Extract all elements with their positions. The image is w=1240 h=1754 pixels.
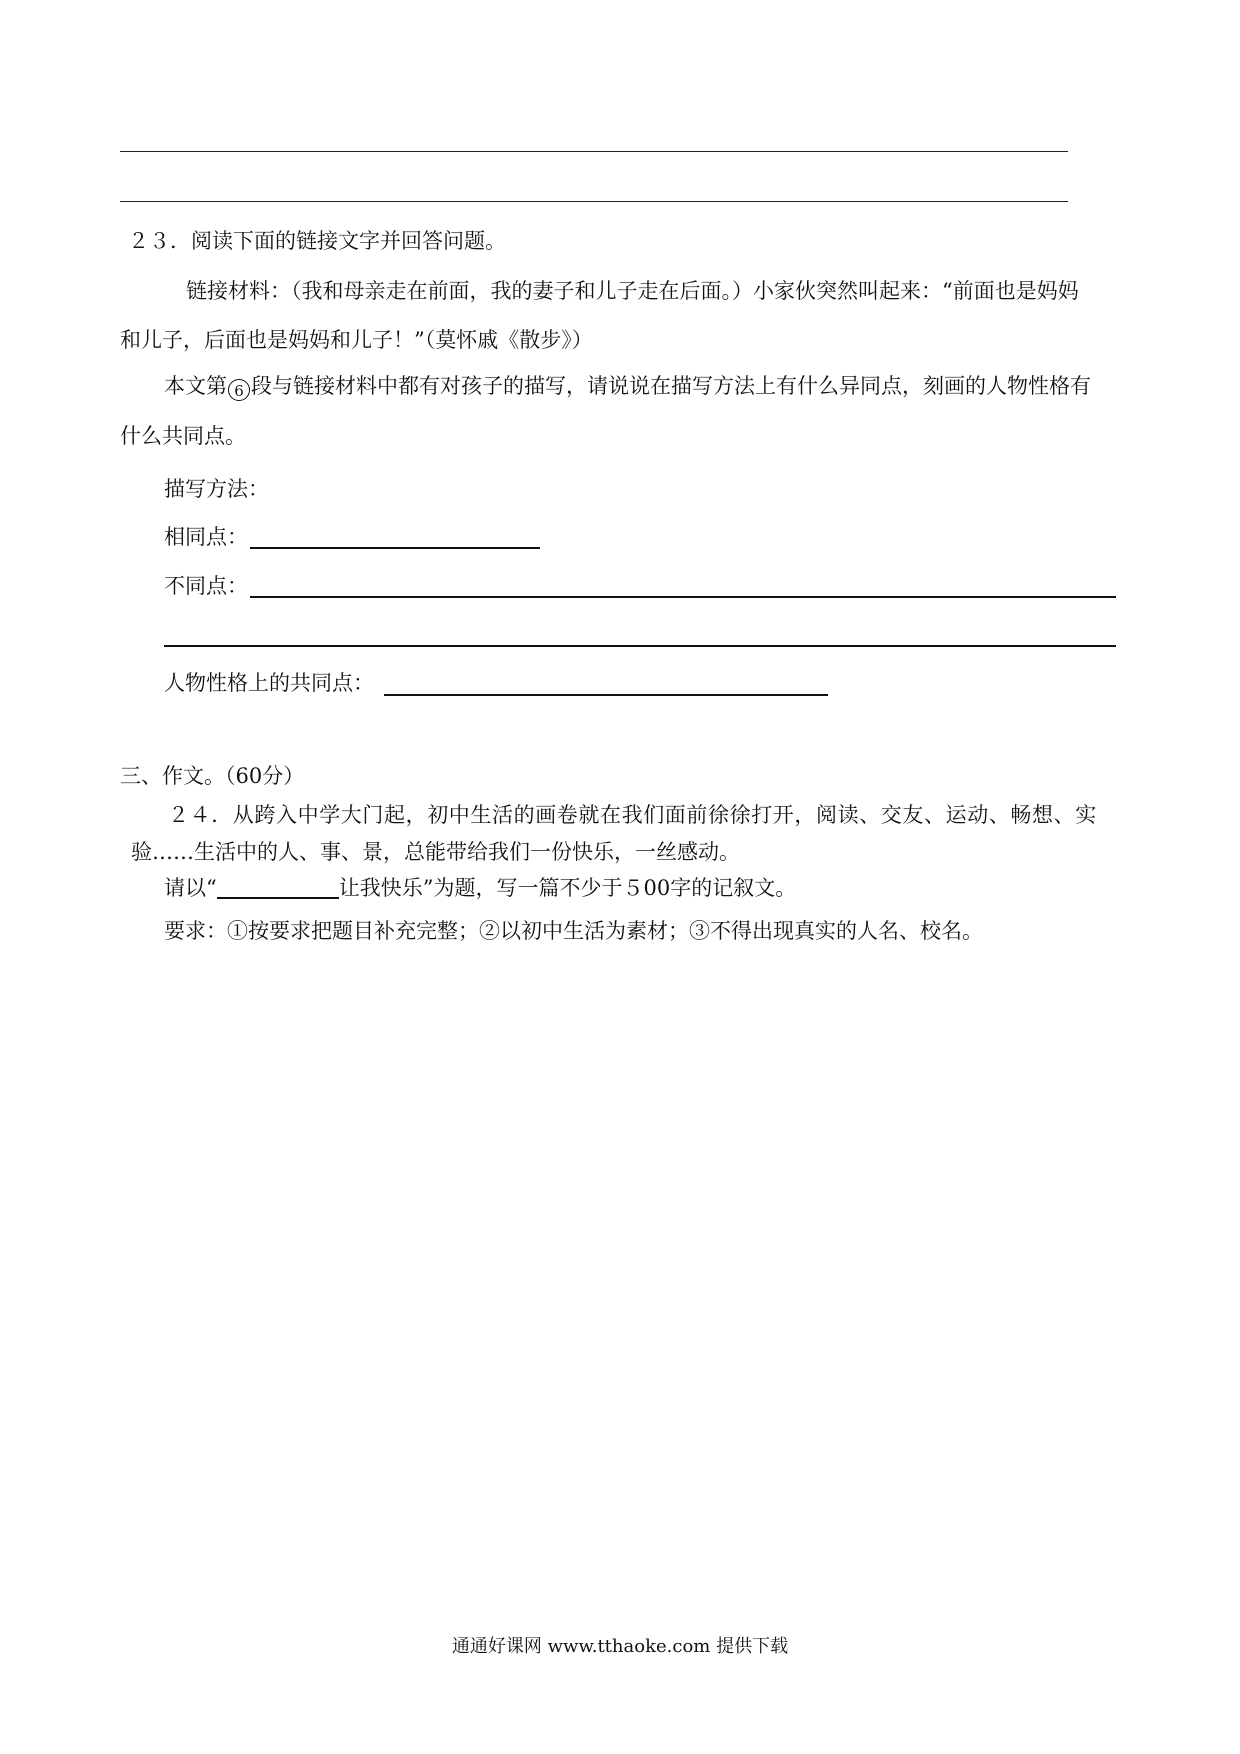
q24-requirements: 要求：①按要求把题目补充完整；②以初中生活为素材；③不得出现真实的人名、校名。 [164, 919, 983, 943]
q24-line-2: 验……生活中的人、事、景，总能带给我们一份快乐，一丝感动。 [131, 840, 740, 864]
q23-same-label: 相同点： [164, 525, 248, 549]
page-footer: 通通好课网 www.tthaoke.com 提供下载 [451, 1636, 789, 1657]
answer-line-top-2 [120, 201, 1068, 202]
paragraph-number-circle: 6 [228, 379, 250, 401]
different-answer-blank-1[interactable] [250, 596, 1116, 598]
q24-line-1: ２４．从跨入中学大门起，初中生活的画卷就在我们面前徐徐打开，阅读、交友、运动、畅想、实 [168, 803, 1097, 827]
q23-question-post: 段与链接材料中都有对孩子的描写，请说说在描写方法上有什么异同点，刻画的人物性格有 [251, 374, 1091, 398]
q23-prompt: 阅读下面的链接文字并回答问题。 [191, 229, 506, 253]
q23-character-label: 人物性格上的共同点： [164, 671, 374, 695]
q24-title-pre: 请以“ [164, 876, 217, 900]
section3-heading: 三、作文。（60分） [120, 764, 305, 788]
q23-different-label: 不同点： [164, 574, 248, 598]
q23-different-row [164, 571, 248, 601]
title-fill-blank[interactable] [217, 875, 339, 899]
answer-line-top-1 [120, 151, 1068, 152]
q23-method-label: 描写方法： [164, 477, 269, 501]
q23-material-line-2: 和儿子，后面也是妈妈和儿子！”（莫怀戚《散步》） [120, 328, 593, 352]
q23-heading [128, 226, 506, 256]
q23-material-line-1: 链接材料：（我和母亲走在前面，我的妻子和儿子走在后面。）小家伙突然叫起来：“前面也是妈妈 [186, 279, 1079, 303]
different-answer-blank-2[interactable] [164, 645, 1116, 647]
q23-character-row [164, 668, 374, 698]
q23-question-line-2: 什么共同点。 [120, 424, 246, 448]
q23-same-row [164, 522, 248, 552]
q23-question-line-1 [164, 371, 1091, 401]
character-answer-blank[interactable] [384, 694, 828, 696]
q23-number: ２３． [128, 229, 191, 253]
same-answer-blank[interactable] [250, 547, 540, 549]
q23-question-pre: 本文第 [164, 374, 227, 398]
q24-title-post: 让我快乐”为题，写一篇不少于５00字的记叙文。 [338, 876, 797, 900]
q24-title-row [164, 873, 796, 903]
